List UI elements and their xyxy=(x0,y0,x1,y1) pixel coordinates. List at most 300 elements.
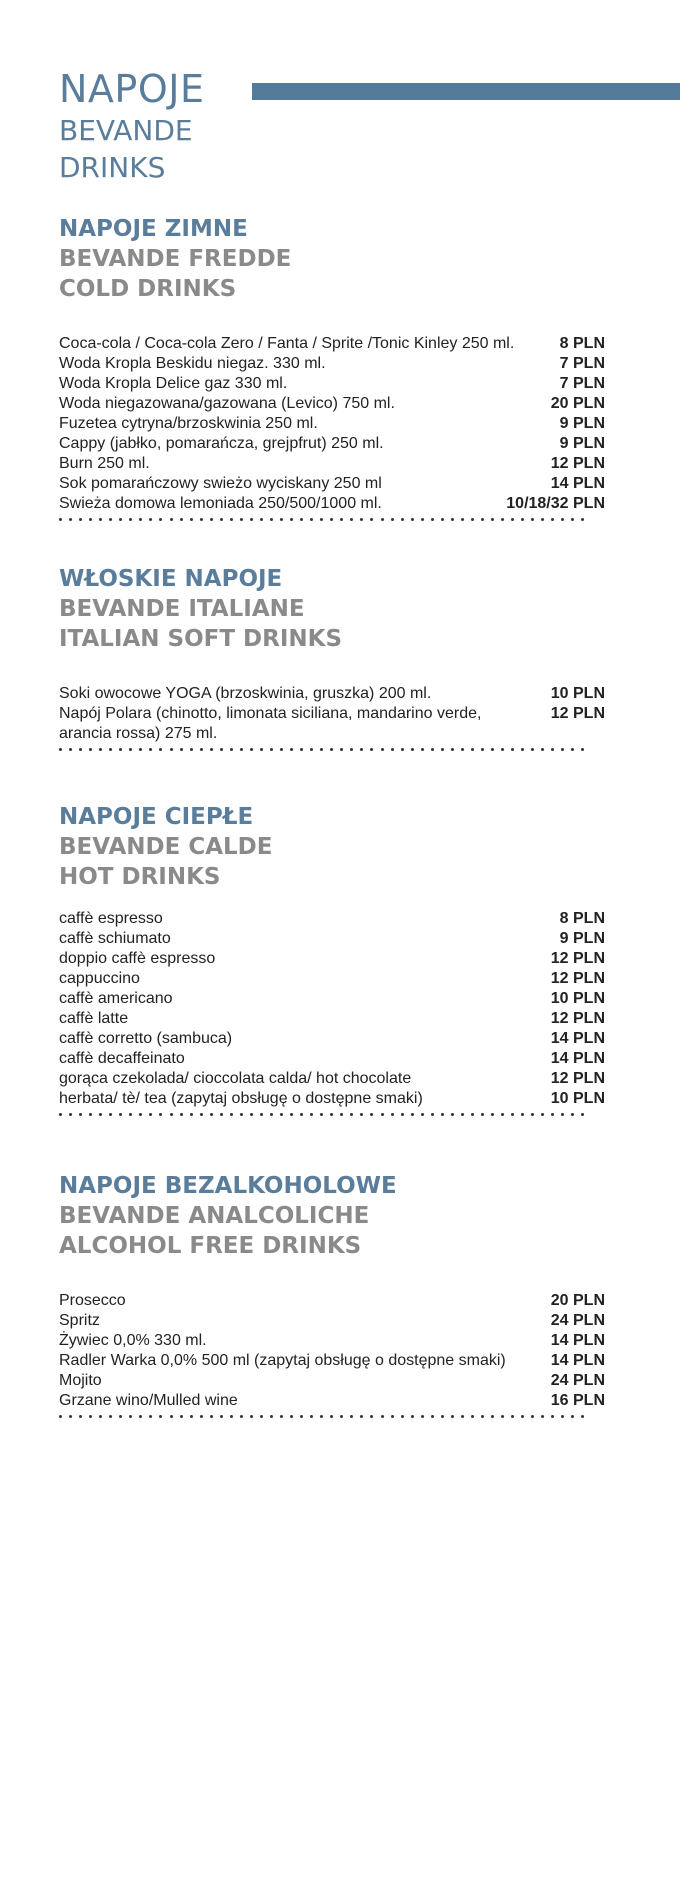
divider-dot xyxy=(441,1113,444,1116)
divider-dot xyxy=(280,518,283,521)
divider-dot xyxy=(581,518,584,521)
divider-dot xyxy=(481,1415,484,1418)
divider-dot xyxy=(421,748,424,751)
section-heading-pl: NAPOJE ZIMNE xyxy=(59,216,248,242)
divider-dot xyxy=(230,748,233,751)
divider-dot xyxy=(250,748,253,751)
divider-dot xyxy=(501,518,504,521)
divider-dot xyxy=(481,518,484,521)
item-price: 12 PLN xyxy=(550,970,605,987)
divider-dot xyxy=(381,518,384,521)
menu-item xyxy=(59,909,605,929)
divider-dot xyxy=(220,748,223,751)
divider-dot xyxy=(521,1113,524,1116)
item-name: Swieża domowa lemoniada 250/500/1000 ml. xyxy=(59,495,382,512)
menu-item xyxy=(59,1029,605,1049)
divider-dot xyxy=(581,1113,584,1116)
section-heading-it: BEVANDE CALDE xyxy=(59,834,273,860)
divider-dot xyxy=(200,518,203,521)
menu-item xyxy=(59,1069,605,1089)
divider-dot xyxy=(290,518,293,521)
divider-dot xyxy=(89,1415,92,1418)
divider-dot xyxy=(441,518,444,521)
divider-dot xyxy=(170,748,173,751)
divider-dot xyxy=(571,1113,574,1116)
menu-list xyxy=(59,684,605,744)
divider-dot xyxy=(521,1415,524,1418)
divider-dot xyxy=(139,518,142,521)
divider-dot xyxy=(401,1113,404,1116)
divider-dot xyxy=(230,518,233,521)
item-name: caffè schiumato xyxy=(59,930,171,947)
menu-item xyxy=(59,704,605,744)
divider-dot xyxy=(360,748,363,751)
divider-dot xyxy=(320,1113,323,1116)
divider-dot xyxy=(370,748,373,751)
divider-dot xyxy=(571,518,574,521)
divider-dot xyxy=(119,518,122,521)
divider-dot xyxy=(260,748,263,751)
divider-dot xyxy=(79,1415,82,1418)
divider-dot xyxy=(270,1113,273,1116)
divider-dot xyxy=(159,1113,162,1116)
divider-dot xyxy=(149,1415,152,1418)
divider-dot xyxy=(330,1415,333,1418)
divider-dot xyxy=(431,518,434,521)
item-price: 14 PLN xyxy=(550,1030,605,1047)
divider-dot xyxy=(290,1113,293,1116)
divider-dot xyxy=(290,748,293,751)
divider-dot xyxy=(250,1415,253,1418)
menu-item xyxy=(59,454,605,474)
item-price: 14 PLN xyxy=(550,1352,605,1369)
divider-dot xyxy=(149,518,152,521)
divider-dot xyxy=(170,1113,173,1116)
divider-dot xyxy=(391,518,394,521)
item-name: Woda Kropla Beskidu niegaz. 330 ml. xyxy=(59,355,326,372)
divider-dot xyxy=(210,748,213,751)
divider-dot xyxy=(149,748,152,751)
divider-dot xyxy=(461,518,464,521)
divider-dot xyxy=(280,748,283,751)
item-price: 8 PLN xyxy=(559,335,605,352)
divider-dot xyxy=(431,1113,434,1116)
divider-dot xyxy=(149,1113,152,1116)
item-price: 14 PLN xyxy=(550,1332,605,1349)
item-name: caffè decaffeinato xyxy=(59,1050,185,1067)
divider-dot xyxy=(59,748,62,751)
divider-dot xyxy=(571,1415,574,1418)
divider-dot xyxy=(300,518,303,521)
divider-dot xyxy=(391,1415,394,1418)
divider-dot xyxy=(119,1113,122,1116)
header-accent-bar xyxy=(252,83,680,100)
divider-dot xyxy=(551,1415,554,1418)
divider-dot xyxy=(561,1415,564,1418)
divider-dot xyxy=(491,518,494,521)
divider-dot xyxy=(89,1113,92,1116)
divider-dot xyxy=(441,1415,444,1418)
menu-item xyxy=(59,1391,605,1411)
divider-dot xyxy=(391,1113,394,1116)
divider-dot xyxy=(461,748,464,751)
divider-dot xyxy=(320,1415,323,1418)
divider-dot xyxy=(340,1415,343,1418)
divider-dot xyxy=(99,748,102,751)
divider-dot xyxy=(340,748,343,751)
menu-item xyxy=(59,334,605,354)
item-price: 10 PLN xyxy=(550,685,605,702)
dotted-divider xyxy=(59,1415,585,1423)
menu-list xyxy=(59,1291,605,1411)
divider-dot xyxy=(99,1415,102,1418)
section-heading-pl: NAPOJE CIEPŁE xyxy=(59,804,254,830)
menu-item xyxy=(59,1371,605,1391)
divider-dot xyxy=(310,1113,313,1116)
menu-item xyxy=(59,354,605,374)
divider-dot xyxy=(210,518,213,521)
item-price: 14 PLN xyxy=(550,475,605,492)
section-heading-it: BEVANDE FREDDE xyxy=(59,246,292,272)
divider-dot xyxy=(551,1113,554,1116)
divider-dot xyxy=(79,518,82,521)
divider-dot xyxy=(481,748,484,751)
divider-dot xyxy=(401,1415,404,1418)
divider-dot xyxy=(511,518,514,521)
divider-dot xyxy=(310,1415,313,1418)
divider-dot xyxy=(381,1113,384,1116)
divider-dot xyxy=(109,1415,112,1418)
divider-dot xyxy=(451,1113,454,1116)
menu-item xyxy=(59,414,605,434)
divider-dot xyxy=(159,748,162,751)
divider-dot xyxy=(411,1113,414,1116)
item-name: Woda niegazowana/gazowana (Levico) 750 ml. xyxy=(59,395,395,412)
item-price: 7 PLN xyxy=(559,355,605,372)
divider-dot xyxy=(159,518,162,521)
item-name: Spritz xyxy=(59,1312,100,1329)
section-alcohol-free-drinks xyxy=(59,1171,605,1423)
item-price: 16 PLN xyxy=(550,1392,605,1409)
divider-dot xyxy=(501,1113,504,1116)
divider-dot xyxy=(360,1415,363,1418)
divider-dot xyxy=(270,1415,273,1418)
divider-dot xyxy=(69,1113,72,1116)
divider-dot xyxy=(411,748,414,751)
divider-dot xyxy=(501,1415,504,1418)
divider-dot xyxy=(300,1113,303,1116)
menu-item xyxy=(59,684,605,704)
divider-dot xyxy=(571,748,574,751)
item-price: 9 PLN xyxy=(559,415,605,432)
item-price: 20 PLN xyxy=(550,1292,605,1309)
divider-dot xyxy=(240,748,243,751)
divider-dot xyxy=(401,518,404,521)
divider-dot xyxy=(200,1415,203,1418)
divider-dot xyxy=(320,518,323,521)
divider-dot xyxy=(441,748,444,751)
divider-dot xyxy=(180,748,183,751)
item-name: gorąca czekolada/ cioccolata calda/ hot chocolate xyxy=(59,1070,412,1087)
divider-dot xyxy=(139,748,142,751)
divider-dot xyxy=(411,518,414,521)
divider-dot xyxy=(541,1113,544,1116)
divider-dot xyxy=(89,518,92,521)
divider-dot xyxy=(381,748,384,751)
divider-dot xyxy=(350,1415,353,1418)
divider-dot xyxy=(531,748,534,751)
divider-dot xyxy=(381,1415,384,1418)
divider-dot xyxy=(220,1113,223,1116)
divider-dot xyxy=(541,1415,544,1418)
item-price: 20 PLN xyxy=(550,395,605,412)
item-price: 12 PLN xyxy=(550,705,605,722)
divider-dot xyxy=(260,1415,263,1418)
divider-dot xyxy=(59,518,62,521)
divider-dot xyxy=(481,1113,484,1116)
divider-dot xyxy=(350,518,353,521)
divider-dot xyxy=(210,1415,213,1418)
item-price: 12 PLN xyxy=(550,1010,605,1027)
divider-dot xyxy=(129,1113,132,1116)
menu-item xyxy=(59,1009,605,1029)
divider-dot xyxy=(99,518,102,521)
item-name: caffè espresso xyxy=(59,910,163,927)
page-title-english: DRINKS xyxy=(59,151,166,184)
section-heading-en: HOT DRINKS xyxy=(59,864,221,890)
divider-dot xyxy=(421,518,424,521)
divider-dot xyxy=(129,1415,132,1418)
divider-dot xyxy=(79,748,82,751)
item-name: Radler Warka 0,0% 500 ml (zapytaj obsługę o dostępne smaki) xyxy=(59,1352,506,1369)
divider-dot xyxy=(340,518,343,521)
divider-dot xyxy=(190,748,193,751)
section-heading-pl: NAPOJE BEZALKOHOLOWE xyxy=(59,1173,397,1199)
divider-dot xyxy=(531,1113,534,1116)
divider-dot xyxy=(471,1415,474,1418)
item-price: 24 PLN xyxy=(550,1372,605,1389)
divider-dot xyxy=(551,518,554,521)
item-name: caffè corretto (sambuca) xyxy=(59,1030,233,1047)
item-price: 9 PLN xyxy=(559,435,605,452)
divider-dot xyxy=(230,1415,233,1418)
divider-dot xyxy=(250,1113,253,1116)
divider-dot xyxy=(360,1113,363,1116)
divider-dot xyxy=(310,518,313,521)
divider-dot xyxy=(330,518,333,521)
divider-dot xyxy=(401,748,404,751)
section-heading-it: BEVANDE ANALCOLICHE xyxy=(59,1203,370,1229)
divider-dot xyxy=(129,518,132,521)
divider-dot xyxy=(180,1415,183,1418)
item-name: Cappy (jabłko, pomarańcza, grejpfrut) 250 ml. xyxy=(59,435,384,452)
divider-dot xyxy=(370,1415,373,1418)
item-name: herbata/ tè/ tea (zapytaj obsługę o dostępne smaki) xyxy=(59,1090,423,1107)
divider-dot xyxy=(581,1415,584,1418)
divider-dot xyxy=(240,1415,243,1418)
divider-dot xyxy=(69,748,72,751)
page-title-italian: BEVANDE xyxy=(59,114,193,147)
divider-dot xyxy=(109,518,112,521)
divider-dot xyxy=(511,748,514,751)
divider-dot xyxy=(370,518,373,521)
divider-dot xyxy=(220,518,223,521)
item-price: 12 PLN xyxy=(550,950,605,967)
divider-dot xyxy=(471,1113,474,1116)
divider-dot xyxy=(79,1113,82,1116)
item-name: Prosecco xyxy=(59,1292,126,1309)
divider-dot xyxy=(99,1113,102,1116)
item-price: 8 PLN xyxy=(559,910,605,927)
item-price: 12 PLN xyxy=(550,455,605,472)
divider-dot xyxy=(541,518,544,521)
page-title: NAPOJE xyxy=(59,67,205,111)
divider-dot xyxy=(180,518,183,521)
item-name: Żywiec 0,0% 330 ml. xyxy=(59,1332,207,1349)
divider-dot xyxy=(521,518,524,521)
divider-dot xyxy=(471,748,474,751)
dotted-divider xyxy=(59,748,585,756)
divider-dot xyxy=(200,1113,203,1116)
item-price: 24 PLN xyxy=(550,1312,605,1329)
item-price: 10/18/32 PLN xyxy=(506,495,605,512)
menu-item xyxy=(59,949,605,969)
divider-dot xyxy=(250,518,253,521)
divider-dot xyxy=(310,748,313,751)
item-price: 12 PLN xyxy=(550,1070,605,1087)
divider-dot xyxy=(521,748,524,751)
divider-dot xyxy=(541,748,544,751)
divider-dot xyxy=(200,748,203,751)
section-hot-drinks xyxy=(59,802,605,1121)
divider-dot xyxy=(370,1113,373,1116)
menu-item xyxy=(59,929,605,949)
divider-dot xyxy=(290,1415,293,1418)
divider-dot xyxy=(240,1113,243,1116)
divider-dot xyxy=(581,748,584,751)
divider-dot xyxy=(280,1113,283,1116)
dotted-divider xyxy=(59,518,585,526)
divider-dot xyxy=(461,1415,464,1418)
divider-dot xyxy=(89,748,92,751)
item-name: doppio caffè espresso xyxy=(59,950,216,967)
section-heading-en: ALCOHOL FREE DRINKS xyxy=(59,1233,362,1259)
divider-dot xyxy=(531,518,534,521)
item-price: 10 PLN xyxy=(550,990,605,1007)
divider-dot xyxy=(190,518,193,521)
menu-item xyxy=(59,969,605,989)
divider-dot xyxy=(170,1415,173,1418)
divider-dot xyxy=(561,748,564,751)
divider-dot xyxy=(260,1113,263,1116)
divider-dot xyxy=(210,1113,213,1116)
divider-dot xyxy=(119,1415,122,1418)
menu-list xyxy=(59,909,605,1109)
menu-item xyxy=(59,1291,605,1311)
menu-item xyxy=(59,474,605,494)
item-price: 14 PLN xyxy=(550,1050,605,1067)
item-name: Mojito xyxy=(59,1372,102,1389)
item-name: caffè latte xyxy=(59,1010,129,1027)
divider-dot xyxy=(220,1415,223,1418)
menu-item xyxy=(59,1331,605,1351)
item-name: cappuccino xyxy=(59,970,140,987)
divider-dot xyxy=(240,518,243,521)
menu-item xyxy=(59,434,605,454)
divider-dot xyxy=(531,1415,534,1418)
divider-dot xyxy=(561,518,564,521)
item-name: Fuzetea cytryna/brzoskwinia 250 ml. xyxy=(59,415,318,432)
divider-dot xyxy=(561,1113,564,1116)
divider-dot xyxy=(421,1113,424,1116)
divider-dot xyxy=(230,1113,233,1116)
divider-dot xyxy=(431,748,434,751)
divider-dot xyxy=(320,748,323,751)
divider-dot xyxy=(350,1113,353,1116)
menu-item xyxy=(59,989,605,1009)
menu-item xyxy=(59,494,605,514)
divider-dot xyxy=(170,518,173,521)
item-name: Grzane wino/Mulled wine xyxy=(59,1392,238,1409)
item-name: Napój Polara (chinotto, limonata siciliana, mandarino verde, arancia rossa) 275 ml. xyxy=(59,705,482,742)
section-heading-en: ITALIAN SOFT DRINKS xyxy=(59,626,343,652)
divider-dot xyxy=(471,518,474,521)
divider-dot xyxy=(119,748,122,751)
divider-dot xyxy=(190,1113,193,1116)
divider-dot xyxy=(551,748,554,751)
menu-item xyxy=(59,1089,605,1109)
divider-dot xyxy=(340,1113,343,1116)
divider-dot xyxy=(451,518,454,521)
menu-item xyxy=(59,374,605,394)
item-price: 10 PLN xyxy=(550,1090,605,1107)
divider-dot xyxy=(139,1113,142,1116)
divider-dot xyxy=(491,748,494,751)
divider-dot xyxy=(69,518,72,521)
divider-dot xyxy=(129,748,132,751)
divider-dot xyxy=(511,1415,514,1418)
divider-dot xyxy=(59,1113,62,1116)
divider-dot xyxy=(270,518,273,521)
item-name: Sok pomarańczowy swieżo wyciskany 250 ml xyxy=(59,475,382,492)
section-cold-drinks xyxy=(59,214,605,526)
divider-dot xyxy=(461,1113,464,1116)
divider-dot xyxy=(491,1415,494,1418)
menu-item xyxy=(59,1351,605,1371)
item-name: Soki owocowe YOGA (brzoskwinia, gruszka) 200 ml. xyxy=(59,685,432,702)
menu-item xyxy=(59,1311,605,1331)
divider-dot xyxy=(270,748,273,751)
divider-dot xyxy=(260,518,263,521)
item-price: 7 PLN xyxy=(559,375,605,392)
item-name: caffè americano xyxy=(59,990,173,1007)
divider-dot xyxy=(451,748,454,751)
divider-dot xyxy=(139,1415,142,1418)
section-heading-pl: WŁOSKIE NAPOJE xyxy=(59,566,283,592)
divider-dot xyxy=(300,748,303,751)
divider-dot xyxy=(431,1415,434,1418)
dotted-divider xyxy=(59,1113,585,1121)
menu-item xyxy=(59,394,605,414)
section-heading-it: BEVANDE ITALIANE xyxy=(59,596,305,622)
divider-dot xyxy=(411,1415,414,1418)
divider-dot xyxy=(330,1113,333,1116)
divider-dot xyxy=(109,748,112,751)
divider-dot xyxy=(330,748,333,751)
divider-dot xyxy=(59,1415,62,1418)
section-italian-soft-drinks xyxy=(59,564,605,756)
divider-dot xyxy=(180,1113,183,1116)
